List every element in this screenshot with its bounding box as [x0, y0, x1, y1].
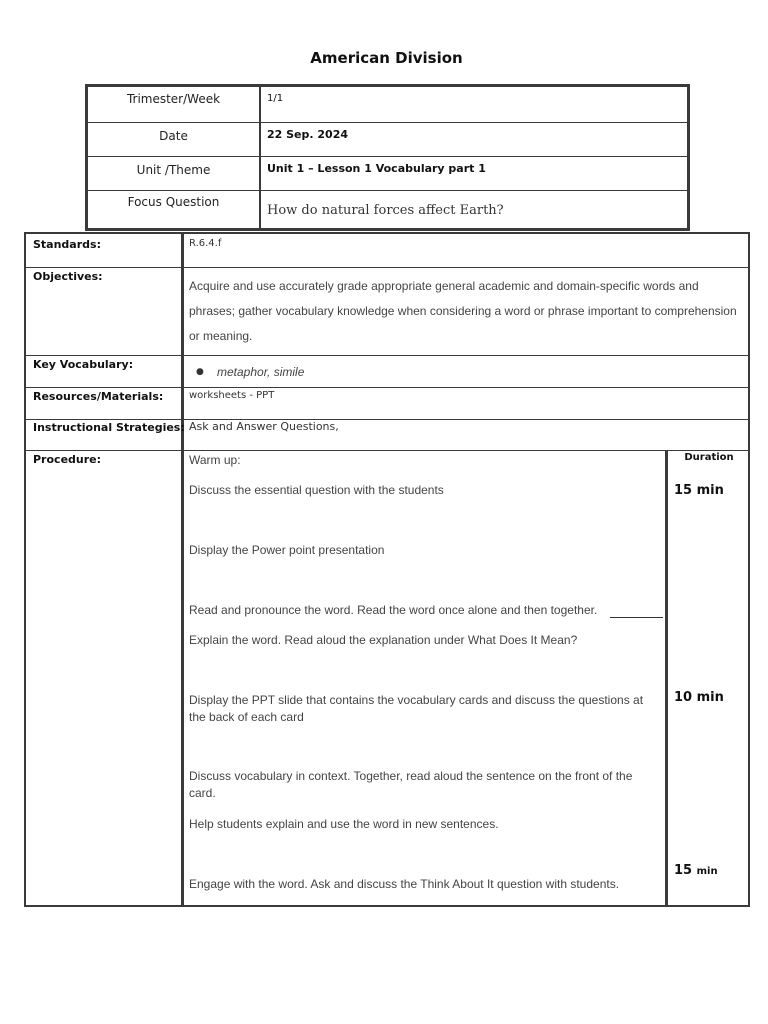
procedure-step: Engage with the word. Ask and discuss the Think About It question with students.	[189, 877, 620, 891]
header-table	[85, 84, 690, 231]
header-row-unit	[88, 156, 687, 190]
row-divider	[26, 267, 748, 268]
duration-unit: min	[696, 690, 724, 705]
duration-number: 10	[674, 690, 693, 705]
duration-value	[674, 690, 724, 705]
row-divider	[26, 450, 748, 451]
procedure-label: Procedure:	[33, 453, 102, 466]
duration-number: 15	[674, 483, 693, 498]
procedure-step: Display the PPT slide that contains the vocabulary cards and discuss the questions at the back of each card	[189, 693, 644, 724]
header-row-date	[88, 122, 687, 156]
procedure-step: Help students explain and use the word in new sentences.	[189, 817, 499, 831]
procedure-step: Discuss vocabulary in context. Together, read aloud the sentence on the front of the card.	[189, 769, 633, 800]
unit-label: Unit /Theme	[136, 163, 211, 177]
strategies-label: Instructional Strategies:	[33, 421, 185, 434]
duration-unit: min	[696, 866, 718, 877]
duration-value	[674, 863, 718, 878]
resources-label: Resources/Materials:	[33, 390, 164, 403]
standards-label: Standards:	[33, 238, 101, 251]
underline-mark	[610, 617, 663, 618]
strategies-value: Ask and Answer Questions,	[189, 420, 339, 433]
objectives-value: Acquire and use accurately grade appropriate general academic and domain-specific words and phrases; gather vocabulary knowledge when considering a word or phrase important to comprehension or meaning.	[189, 279, 737, 343]
document-title: American Division	[310, 49, 463, 67]
focus-question-value: How do natural forces affect Earth?	[267, 203, 504, 218]
header-row-trimester	[88, 87, 687, 122]
trimester-value: 1/1	[267, 93, 284, 104]
objectives-label: Objectives:	[33, 270, 103, 283]
lesson-plan-table	[24, 232, 750, 907]
procedure-step: Discuss the essential question with the students	[189, 483, 444, 497]
label-column-divider	[181, 234, 184, 905]
duration-value	[674, 483, 724, 498]
procedure-step: Display the Power point presentation	[189, 543, 385, 557]
focus-question-label: Focus Question	[127, 195, 220, 209]
standards-value: R.6.4.f	[189, 238, 222, 249]
trimester-label: Trimester/Week	[126, 92, 221, 106]
bullet-icon: ●	[196, 367, 204, 377]
row-divider	[26, 355, 748, 356]
date-value: 22 Sep. 2024	[267, 128, 349, 141]
procedure-step: Warm up:	[189, 453, 241, 467]
key-vocabulary-item: metaphor, simile	[217, 365, 305, 379]
procedure-step: Explain the word. Read aloud the explanation under What Does It Mean?	[189, 633, 578, 647]
duration-unit: min	[696, 483, 724, 498]
resources-value: worksheets - PPT	[189, 390, 275, 401]
duration-column-divider	[665, 450, 668, 905]
row-divider	[26, 387, 748, 388]
duration-number: 15	[674, 863, 693, 878]
procedure-step: Read and pronounce the word. Read the word once alone and then together.	[189, 603, 598, 617]
duration-header: Duration	[684, 452, 734, 463]
header-row-focus-question	[88, 190, 687, 231]
key-vocabulary-label: Key Vocabulary:	[33, 358, 134, 371]
row-divider	[26, 419, 748, 420]
unit-value: Unit 1 – Lesson 1 Vocabulary part 1	[267, 162, 486, 175]
date-label: Date	[159, 129, 188, 143]
